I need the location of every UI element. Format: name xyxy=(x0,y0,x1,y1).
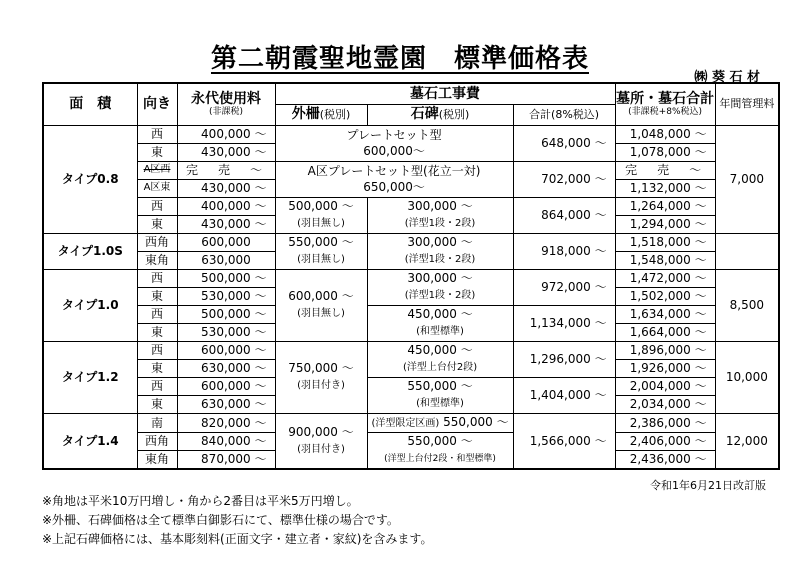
subtotal-cell: 1,404,000 ～ xyxy=(513,377,615,413)
perpetual-cell: 530,000 ～ xyxy=(177,287,275,305)
direction-cell: 東 xyxy=(137,359,177,377)
type-label: タイプ1.0S xyxy=(43,233,137,269)
total-cell: 2,034,000 ～ xyxy=(615,395,715,413)
annual-fee-cell: 8,500 xyxy=(715,269,779,341)
fence-cell: 600,000 ～ (羽目無し) xyxy=(275,269,367,341)
subtotal-cell: 918,000 ～ xyxy=(513,233,615,269)
direction-cell: A区東 xyxy=(137,179,177,197)
total-cell: 1,634,000 ～ xyxy=(615,305,715,323)
header-annual-fee: 年間管理料 xyxy=(715,83,779,125)
direction-cell: 西 xyxy=(137,377,177,395)
total-cell: 1,502,000 ～ xyxy=(615,287,715,305)
subtotal-cell: 972,000 ～ xyxy=(513,269,615,305)
header-total: 墓所・墓石合計 (非課税+8%税込) xyxy=(615,83,715,125)
fence-cell: 900,000 ～ (羽目付き) xyxy=(275,413,367,469)
header-area: 面 積 xyxy=(43,83,137,125)
fence-cell: 550,000 ～ (羽目無し) xyxy=(275,233,367,269)
subtotal-cell: 648,000 ～ xyxy=(513,125,615,161)
total-cell: 1,896,000 ～ xyxy=(615,341,715,359)
fence-cell: 750,000 ～ (羽目付き) xyxy=(275,341,367,413)
total-cell: 2,406,000 ～ xyxy=(615,432,715,450)
type-label: タイプ1.0 xyxy=(43,269,137,341)
direction-cell: 西角 xyxy=(137,432,177,450)
annual-fee-cell: 12,000 xyxy=(715,413,779,469)
direction-cell: 東 xyxy=(137,143,177,161)
subtotal-cell: 864,000 ～ xyxy=(513,197,615,233)
table-row xyxy=(43,161,779,179)
direction-cell: 西 xyxy=(137,197,177,215)
annual-fee-cell xyxy=(715,233,779,269)
direction-cell: 西角 xyxy=(137,233,177,251)
table-row xyxy=(43,341,779,359)
direction-cell: 南 xyxy=(137,413,177,432)
total-cell: 1,518,000 ～ xyxy=(615,233,715,251)
type-label: タイプ0.8 xyxy=(43,125,137,233)
total-cell: 1,078,000 ～ xyxy=(615,143,715,161)
direction-cell: 東 xyxy=(137,215,177,233)
perpetual-cell: 600,000 ～ xyxy=(177,377,275,395)
note-line: ※角地は平米10万円増し・角から2番目は平米5万円増し。 xyxy=(42,494,359,508)
direction-cell: 西 xyxy=(137,305,177,323)
type-label: タイプ1.2 xyxy=(43,341,137,413)
direction-cell: A区西 xyxy=(137,161,177,179)
perpetual-cell: 630,000 ～ xyxy=(177,395,275,413)
perpetual-cell: 430,000 ～ xyxy=(177,215,275,233)
note-line: ※外柵、石碑価格は全て標準白御影石にて、標準仕様の場合です。 xyxy=(42,513,399,527)
header-construction: 墓石工事費 xyxy=(275,83,615,104)
direction-cell: 西 xyxy=(137,125,177,143)
perpetual-cell: 600,000 ～ xyxy=(177,341,275,359)
subtotal-cell: 702,000 ～ xyxy=(513,161,615,197)
total-cell: 1,926,000 ～ xyxy=(615,359,715,377)
perpetual-cell: 600,000 xyxy=(177,233,275,251)
direction-cell: 東 xyxy=(137,287,177,305)
subtotal-cell: 1,134,000 ～ xyxy=(513,305,615,341)
total-cell: 1,132,000 ～ xyxy=(615,179,715,197)
note-line: ※上記石碑価格には、基本彫刻料(正面文字・建立者・家紋)を含みます。 xyxy=(42,532,433,546)
stone-cell: 450,000 ～ (和型標準) xyxy=(367,305,513,341)
perpetual-cell: 870,000 ～ xyxy=(177,450,275,469)
total-cell: 2,436,000 ～ xyxy=(615,450,715,469)
header-row xyxy=(43,83,779,104)
total-cell: 1,548,000 ～ xyxy=(615,251,715,269)
perpetual-cell: 630,000 ～ xyxy=(177,359,275,377)
stone-cell: 300,000 ～ (洋型1段・2段) xyxy=(367,233,513,269)
fence-cell: 500,000 ～ (羽目無し) xyxy=(275,197,367,233)
table-row xyxy=(43,233,779,251)
stone-cell: 550,000 ～ (洋型上台付2段・和型標準) xyxy=(367,432,513,469)
perpetual-cell: 820,000 ～ xyxy=(177,413,275,432)
page-title: 第二朝霞聖地霊園 標準価格表 xyxy=(210,44,589,74)
direction-cell: 西 xyxy=(137,341,177,359)
stone-cell: 300,000 ～ (洋型1段・2段) xyxy=(367,197,513,233)
total-cell: 1,294,000 ～ xyxy=(615,215,715,233)
subtotal-cell: 1,566,000 ～ xyxy=(513,413,615,469)
direction-cell: 東角 xyxy=(137,450,177,469)
stone-cell: 550,000 ～ (和型標準) xyxy=(367,377,513,413)
header-perpetual: 永代使用料 (非課税) xyxy=(177,83,275,125)
perpetual-cell: 840,000 ～ xyxy=(177,432,275,450)
table-row xyxy=(43,305,779,323)
total-cell: 完 売 ～ xyxy=(615,161,715,179)
revision-date: 令和1年6月21日改訂版 xyxy=(650,479,766,492)
stone-cell: (洋型限定区画) 550,000 ～ xyxy=(367,413,513,432)
total-cell: 1,264,000 ～ xyxy=(615,197,715,215)
header-subtotal: 合計(8%税込) xyxy=(513,104,615,125)
company-name: ㈱ 葵 石 材 xyxy=(694,70,760,85)
table-row xyxy=(43,197,779,215)
total-cell: 2,386,000 ～ xyxy=(615,413,715,432)
perpetual-cell: 430,000 ～ xyxy=(177,179,275,197)
total-cell: 2,004,000 ～ xyxy=(615,377,715,395)
direction-cell: 東 xyxy=(137,395,177,413)
header-stone: 石碑(税別) xyxy=(367,104,513,125)
direction-cell: 東 xyxy=(137,323,177,341)
header-direction: 向き xyxy=(137,83,177,125)
header-fence: 外柵(税別) xyxy=(275,104,367,125)
perpetual-cell: 400,000 ～ xyxy=(177,197,275,215)
table-row xyxy=(43,377,779,395)
direction-cell: 西 xyxy=(137,269,177,287)
table-row xyxy=(43,269,779,287)
table-row xyxy=(43,125,779,143)
subtotal-cell: 1,296,000 ～ xyxy=(513,341,615,377)
perpetual-cell: 530,000 ～ xyxy=(177,323,275,341)
perpetual-cell: 500,000 ～ xyxy=(177,305,275,323)
perpetual-cell: 400,000 ～ xyxy=(177,125,275,143)
total-cell: 1,048,000 ～ xyxy=(615,125,715,143)
table-row xyxy=(43,432,779,450)
type-label: タイプ1.4 xyxy=(43,413,137,469)
table-row xyxy=(43,413,779,432)
total-cell: 1,472,000 ～ xyxy=(615,269,715,287)
notes xyxy=(42,492,432,549)
annual-fee-cell: 10,000 xyxy=(715,341,779,413)
stone-cell: 450,000 ～ (洋型上台付2段) xyxy=(367,341,513,377)
price-table xyxy=(42,82,780,470)
total-cell: 1,664,000 ～ xyxy=(615,323,715,341)
perpetual-cell: 500,000 ～ xyxy=(177,269,275,287)
a-plate-set-cell: A区プレートセット型(花立一対) 650,000～ xyxy=(275,161,513,197)
perpetual-cell: 430,000 ～ xyxy=(177,143,275,161)
direction-cell: 東角 xyxy=(137,251,177,269)
annual-fee-cell: 7,000 xyxy=(715,125,779,233)
stone-cell: 300,000 ～ (洋型1段・2段) xyxy=(367,269,513,305)
perpetual-cell: 完 売 ～ xyxy=(177,161,275,179)
plate-set-cell: プレートセット型 600,000～ xyxy=(275,125,513,161)
perpetual-cell: 630,000 xyxy=(177,251,275,269)
